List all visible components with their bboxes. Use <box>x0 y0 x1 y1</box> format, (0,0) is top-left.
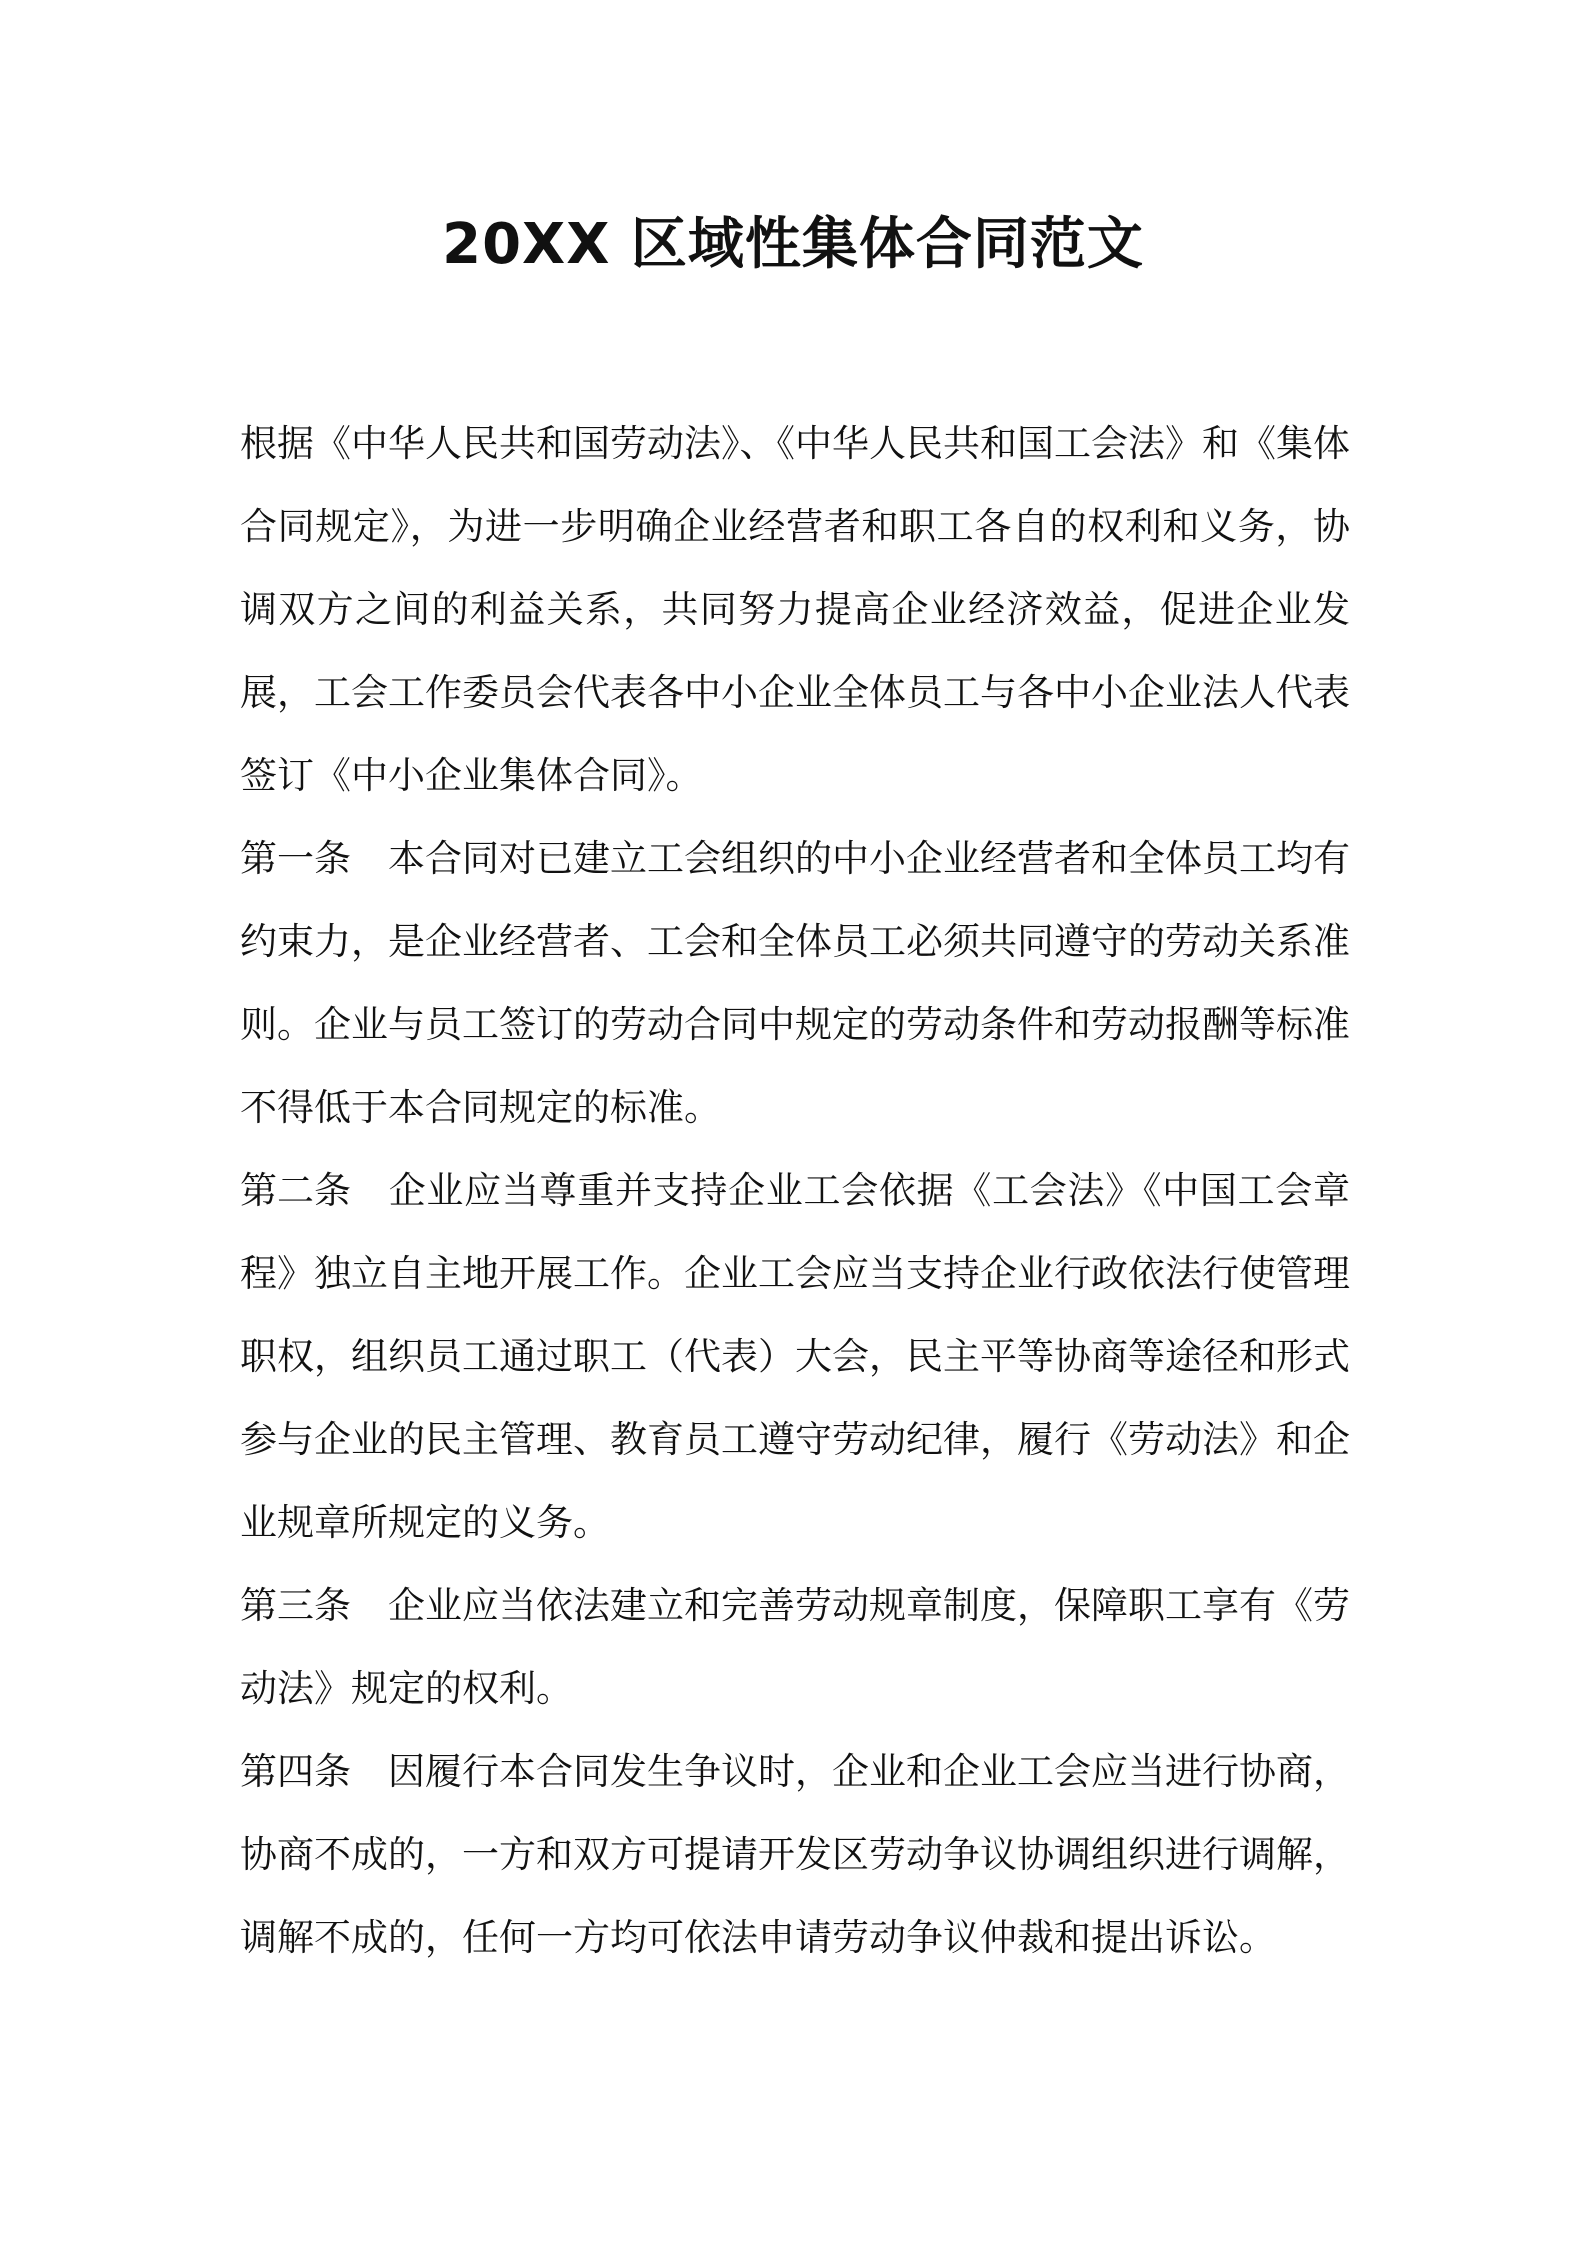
article-2 <box>240 1149 1350 1564</box>
article-3-label: 第三条 <box>240 1584 351 1627</box>
article-1 <box>240 817 1350 1149</box>
article-1-text: 本合同对已建立工会组织的中小企业经营者和全体员工均有约束力，是企业经营者、工会和全体员工必须共同遵守的劳动关系准则。企业与员工签订的劳动合同中规定的劳动条件和劳动报酬等标准不得低于本合同规定的标准。 <box>240 837 1350 1129</box>
article-4 <box>240 1730 1350 1979</box>
document-title: 20XX 区域性集体合同范文 <box>442 212 1144 277</box>
intro-paragraph: 根据《中华人民共和国劳动法》、《中华人民共和国工会法》和《集体合同规定》，为进一步明确企业经营者和职工各自的权利和义务，协调双方之间的利益关系，共同努力提高企业经济效益，促进企业发展，工会工作委员会代表各中小企业全体员工与各中小企业法人代表签订《中小企业集体合同》。 <box>240 422 1350 797</box>
article-2-text: 企业应当尊重并支持企业工会依据《工会法》《中国工会章程》独立自主地开展工作。企业工会应当支持企业行政依法行使管理职权，组织员工通过职工（代表）大会，民主平等协商等途径和形式参与企业的民主管理、教育员工遵守劳动纪律，履行《劳动法》和企业规章所规定的义务。 <box>240 1169 1350 1544</box>
article-4-label: 第四条 <box>240 1750 351 1793</box>
article-2-label: 第二条 <box>240 1169 351 1212</box>
article-3 <box>240 1564 1350 1730</box>
article-1-label: 第一条 <box>240 837 351 880</box>
document-body <box>240 402 1350 1979</box>
article-3-text: 企业应当依法建立和完善劳动规章制度，保障职工享有《劳动法》规定的权利。 <box>240 1584 1350 1710</box>
article-4-text: 因履行本合同发生争议时，企业和企业工会应当进行协商，协商不成的，一方和双方可提请开发区劳动争议协调组织进行调解，调解不成的，任何一方均可依法申请劳动争议仲裁和提出诉讼。 <box>240 1750 1350 1959</box>
